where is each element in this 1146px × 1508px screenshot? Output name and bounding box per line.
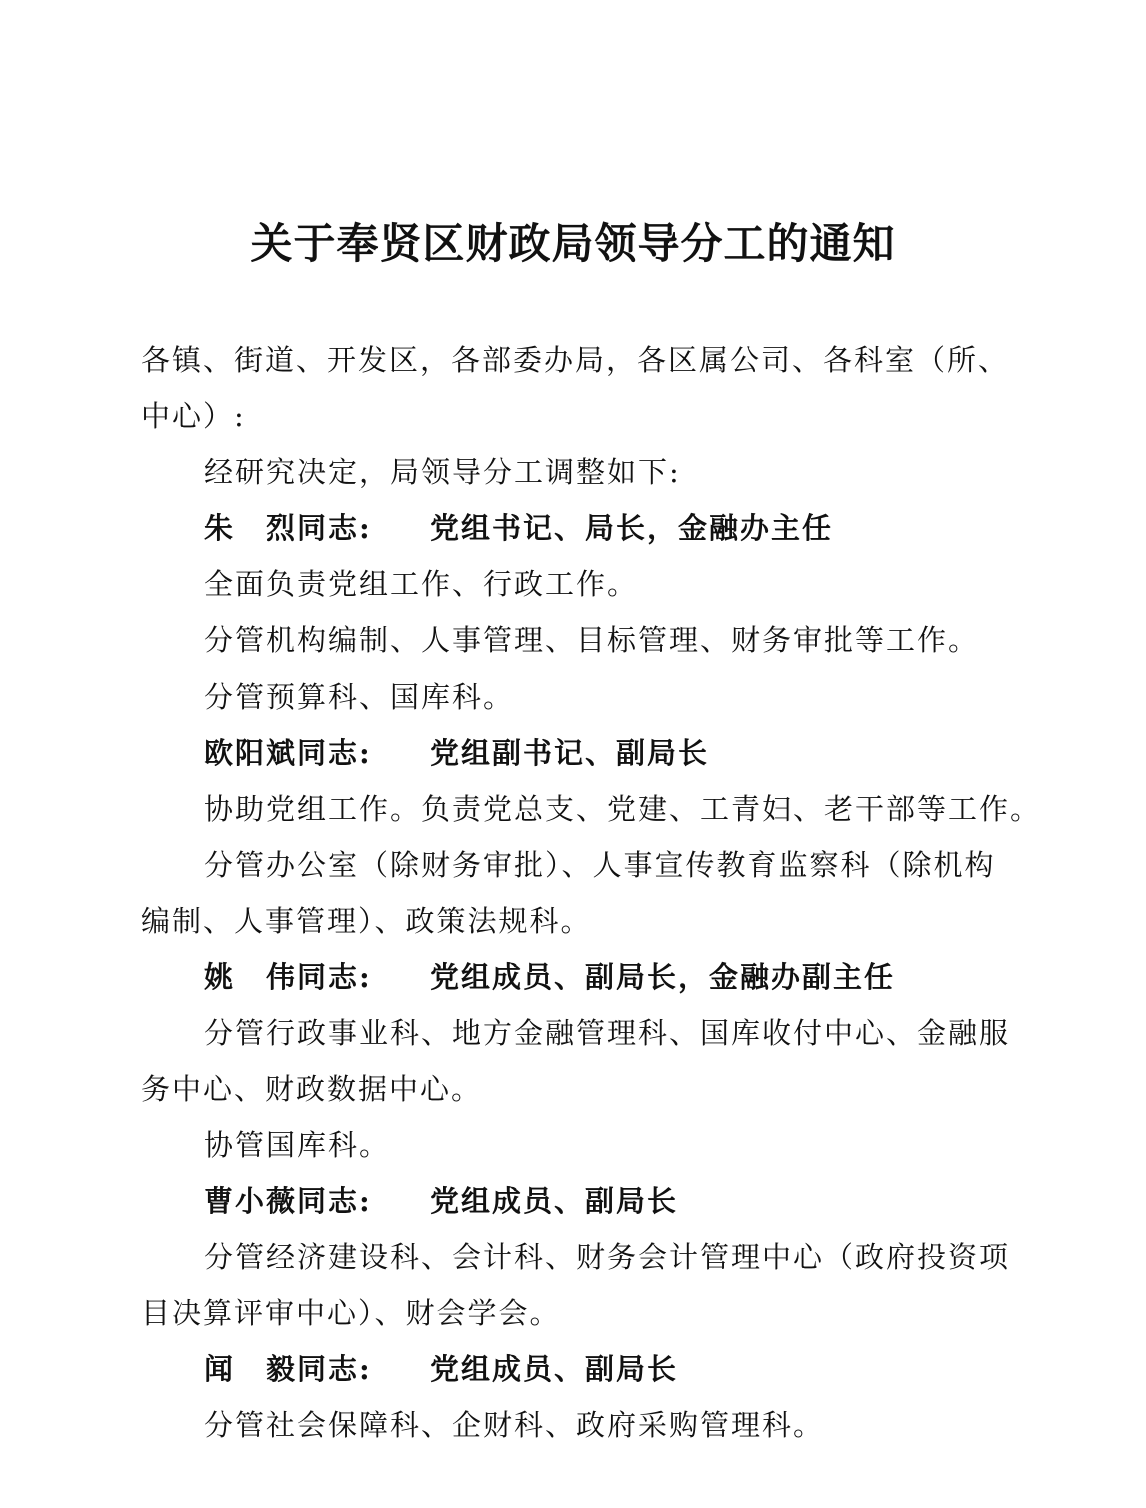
- salutation-line-1: 各镇、街道、开发区，各部委办局，各区属公司、各科室（所、: [141, 343, 1010, 377]
- leader-name: 姚 伟同志:: [204, 960, 372, 994]
- duty-line-continuation: 目决算评审中心）、财会学会。: [141, 1296, 561, 1330]
- duty-line: 分管社会保障科、企财科、政府采购管理科。: [204, 1408, 825, 1442]
- duty-line: 分管行政事业科、地方金融管理科、国库收付中心、金融服: [204, 1016, 1011, 1050]
- duty-line: 分管机构编制、人事管理、目标管理、财务审批等工作。: [204, 623, 980, 657]
- leader-role: 党组成员、副局长: [430, 1352, 679, 1386]
- leader-name: 闻 毅同志:: [204, 1352, 372, 1386]
- leader-heading-ouyang-bin: [204, 733, 709, 773]
- document-title: 关于奉贤区财政局领导分工的通知: [250, 219, 896, 268]
- leader-name: 欧阳斌同志:: [204, 736, 372, 770]
- duty-line: 分管经济建设科、会计科、财务会计管理中心（政府投资项: [204, 1240, 1011, 1274]
- duty-line-continuation: 务中心、财政数据中心。: [141, 1072, 483, 1106]
- leader-heading-zhu-lie: [204, 508, 833, 548]
- duty-line-continuation: 编制、人事管理）、政策法规科。: [141, 904, 592, 938]
- duty-line: 分管办公室（除财务审批）、人事宣传教育监察科（除机构: [204, 848, 996, 882]
- leader-role: 党组副书记、副局长: [430, 736, 710, 770]
- leader-role: 党组书记、局长，金融办主任: [430, 511, 834, 545]
- leader-name: 朱 烈同志:: [204, 511, 372, 545]
- duty-line: 协管国库科。: [204, 1128, 391, 1162]
- leader-heading-yao-wei: [204, 957, 895, 997]
- leader-role: 党组成员、副局长，金融办副主任: [430, 960, 896, 994]
- intro-paragraph: 经研究决定，局领导分工调整如下:: [204, 455, 681, 489]
- leader-name: 曹小薇同志:: [204, 1184, 372, 1218]
- salutation-line-2: 中心）:: [141, 399, 246, 433]
- duty-line: 全面负责党组工作、行政工作。: [204, 567, 639, 601]
- leader-heading-wen-yi: [204, 1349, 678, 1389]
- duty-line: 分管预算科、国库科。: [204, 680, 515, 714]
- leader-heading-cao-xiaowei: [204, 1181, 678, 1221]
- duty-line: 协助党组工作。负责党总支、党建、工青妇、老干部等工作。: [204, 792, 1042, 826]
- leader-role: 党组成员、副局长: [430, 1184, 679, 1218]
